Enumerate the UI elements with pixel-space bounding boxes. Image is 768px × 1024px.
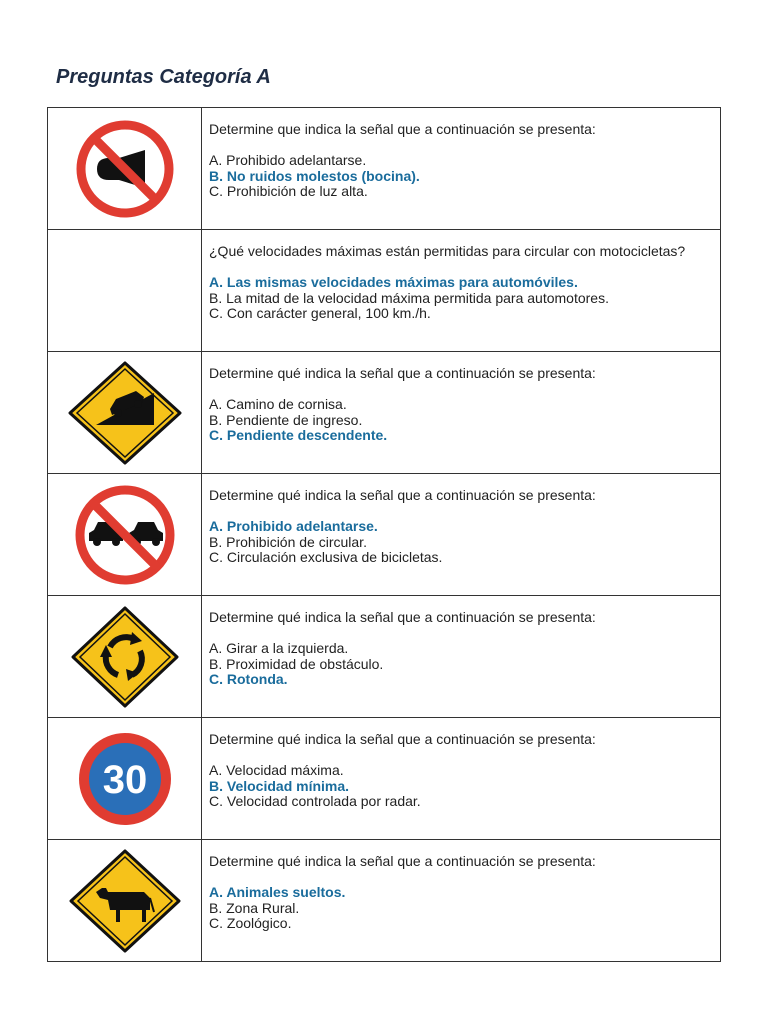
question-text-cell (202, 840, 721, 962)
option-c: C. Con carácter general, 100 km./h. (209, 305, 431, 322)
option-c-correct: C. Rotonda. (209, 671, 288, 688)
questions-table (47, 107, 721, 962)
question-text-cell (202, 352, 721, 474)
question-text: Determine qué indica la señal que a continuación se presenta: (209, 853, 596, 869)
option-a-correct: A. Prohibido adelantarse. (209, 518, 378, 535)
sign-cell-empty (48, 230, 202, 352)
roundabout-sign-icon (70, 605, 180, 709)
question-row (48, 596, 721, 718)
option-a: A. Camino de cornisa. (209, 396, 347, 413)
steep-descent-sign-icon (66, 359, 184, 467)
option-b: B. Pendiente de ingreso. (209, 411, 363, 428)
question-text: Determine qué indica la señal que a continuación se presenta: (209, 731, 596, 747)
loose-animals-sign-icon (68, 848, 182, 954)
sign-cell (48, 596, 202, 718)
question-row (48, 718, 721, 840)
page-title: Preguntas Categoría A (56, 66, 271, 88)
question-text-cell (202, 230, 721, 352)
option-b: B. La mitad de la velocidad máxima permitida para automotores. (209, 289, 609, 306)
option-c: C. Prohibición de luz alta. (209, 183, 368, 200)
option-a-correct: A. Las mismas velocidades máximas para automóviles. (209, 274, 578, 291)
question-text: Determine que indica la señal que a continuación se presenta: (209, 121, 596, 137)
question-text: Determine qué indica la señal que a continuación se presenta: (209, 609, 596, 625)
question-text: Determine qué indica la señal que a continuación se presenta: (209, 487, 596, 503)
question-text-cell (202, 108, 721, 230)
speed-sign-number: 30 (102, 757, 147, 802)
option-c: C. Velocidad controlada por radar. (209, 793, 421, 810)
option-b: B. Proximidad de obstáculo. (209, 655, 384, 672)
option-a: A. Velocidad máxima. (209, 762, 344, 779)
option-b-correct: B. No ruidos molestos (bocina). (209, 167, 420, 184)
question-row (48, 840, 721, 962)
question-row (48, 352, 721, 474)
sign-cell (48, 840, 202, 962)
sign-cell (48, 108, 202, 230)
option-b: B. Prohibición de circular. (209, 533, 367, 550)
question-text-cell (202, 596, 721, 718)
option-a: A. Prohibido adelantarse. (209, 152, 367, 169)
no-horn-sign-icon (75, 119, 175, 219)
question-text-cell (202, 718, 721, 840)
question-row (48, 230, 721, 352)
option-c: C. Zoológico. (209, 915, 292, 932)
option-a-correct: A. Animales sueltos. (209, 884, 346, 901)
option-c: C. Circulación exclusiva de bicicletas. (209, 549, 443, 566)
option-a: A. Girar a la izquierda. (209, 640, 349, 657)
sign-cell (48, 474, 202, 596)
sign-cell (48, 352, 202, 474)
no-overtaking-sign-icon (73, 483, 177, 587)
sign-cell (48, 718, 202, 840)
option-c-correct: C. Pendiente descendente. (209, 427, 388, 444)
option-b-correct: B. Velocidad mínima. (209, 777, 350, 794)
question-text-cell (202, 474, 721, 596)
question-text: ¿Qué velocidades máximas están permitidas para circular con motocicletas? (209, 243, 686, 259)
question-row (48, 108, 721, 230)
question-row (48, 474, 721, 596)
option-b: B. Zona Rural. (209, 899, 300, 916)
question-text: Determine qué indica la señal que a continuación se presenta: (209, 365, 596, 381)
minimum-speed-30-sign-icon (75, 729, 175, 829)
